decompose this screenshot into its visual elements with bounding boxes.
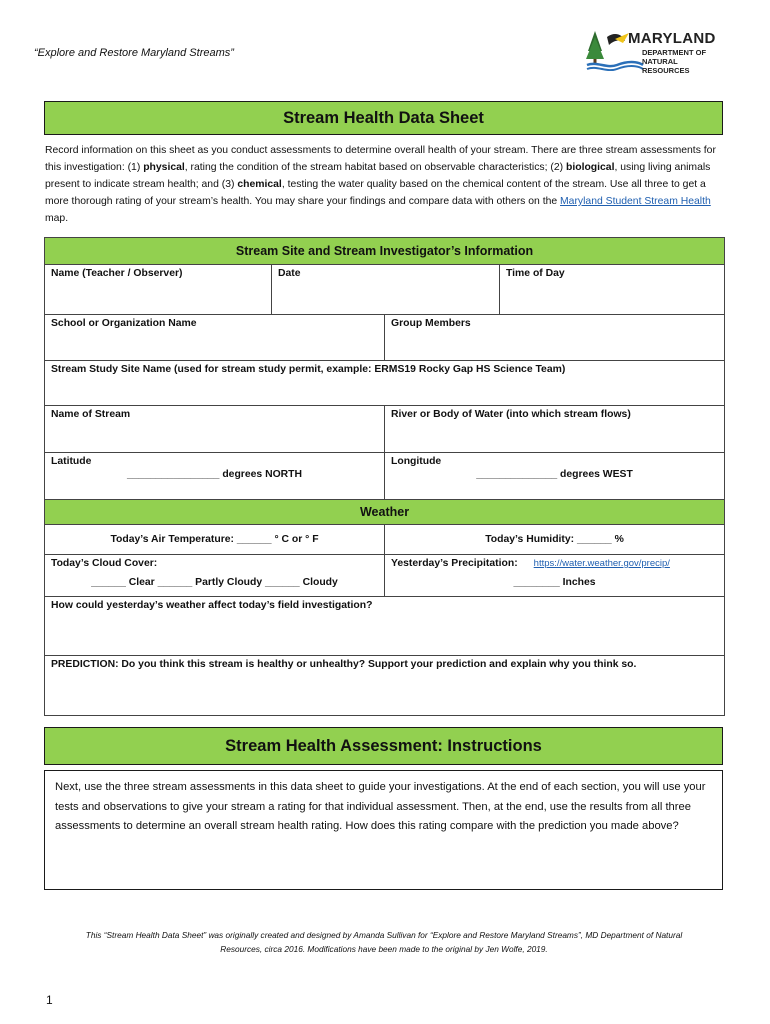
school-field[interactable]: School or Organization Name [45, 315, 385, 361]
group-members-field[interactable]: Group Members [385, 315, 725, 361]
precip-link[interactable]: https://water.weather.gov/precip/ [533, 558, 670, 569]
date-field[interactable]: Date [272, 265, 500, 315]
dnr-logo [585, 27, 725, 75]
weather-heading: Weather [45, 500, 725, 525]
longitude-blank: ______________ degrees WEST [476, 469, 633, 480]
page-title: Stream Health Data Sheet [44, 101, 723, 135]
site-section-heading: Stream Site and Stream Investigator’s Information [45, 238, 725, 265]
instructions-body: Next, use the three stream assessments in this data sheet to guide your investigations. At the end of each section, you will use your tests and observations to give your stream a rating for that individual assessment. Then, at the end, use the results from all three assessments to determine an overall stream health rating. How does this rating compare with the prediction you made above? [44, 770, 723, 890]
humidity-field[interactable]: Today’s Humidity: ______ % [385, 525, 725, 555]
cloud-cover-field[interactable]: Today’s Cloud Cover: ______ Clear ______ Partly Cloudy ______ Cloudy [45, 555, 385, 597]
stream-name-field[interactable]: Name of Stream [45, 406, 385, 453]
precip-blank: ________ Inches [513, 577, 596, 588]
precipitation-field[interactable]: Yesterday’s Precipitation: https://water.weather.gov/precip/ ________ Inches [385, 555, 725, 597]
page-number: 1 [46, 993, 53, 1007]
credit-footer: This “Stream Health Data Sheet” was originally created and designed by Amanda Sullivan for “Explore and Restore Maryland Streams”, MD Department of Natural Resources, circa 2016. Modifications have been made to the original by Jen Wolfe, 2019. [85, 930, 683, 954]
intro-paragraph: Record information on this sheet as you conduct assessments to determine overall health of your stream. There are three stream assessments for this investigation: (1) physical, rating the condition of the stream habitat based on observable characteristics; (2) biological, using living animals present to indicate stream health; and (3) chemical, testing the water quality based on the chemical content of the stream. Use all three to get a more thorough rating of your stream’s health. You may share your findings and compare data with others on the Maryland Student Stream Health map. [45, 145, 716, 224]
tagline: “Explore and Restore Maryland Streams” [34, 47, 234, 59]
study-site-field[interactable]: Stream Study Site Name (used for stream study permit, example: ERMS19 Rocky Gap HS Science Team) [45, 361, 725, 406]
observer-name-field[interactable]: Name (Teacher / Observer) [45, 265, 272, 315]
weather-effect-field[interactable]: How could yesterday’s weather affect today’s field investigation? [45, 597, 725, 656]
instructions-title: Stream Health Assessment: Instructions [44, 727, 723, 765]
latitude-field[interactable]: Latitude ________________ degrees NORTH [45, 453, 385, 500]
logo-maryland: MARYLAND [628, 30, 716, 47]
stream-health-map-link[interactable]: Maryland Student Stream Health [560, 196, 711, 207]
river-field[interactable]: River or Body of Water (into which stream flows) [385, 406, 725, 453]
latitude-blank: ________________ degrees NORTH [126, 469, 303, 480]
data-sheet-table [44, 237, 725, 716]
time-of-day-field[interactable]: Time of Day [500, 265, 725, 315]
logo-department: DEPARTMENT OF NATURAL RESOURCES [642, 48, 707, 75]
longitude-field[interactable]: Longitude ______________ degrees WEST [385, 453, 725, 500]
prediction-field[interactable]: PREDICTION: Do you think this stream is healthy or unhealthy? Support your prediction and explain why you think so. [45, 656, 725, 716]
cloud-cover-options: ______ Clear ______ Partly Cloudy ______ Cloudy [91, 577, 338, 588]
air-temperature-field[interactable]: Today’s Air Temperature: ______ ° C or ° F [45, 525, 385, 555]
